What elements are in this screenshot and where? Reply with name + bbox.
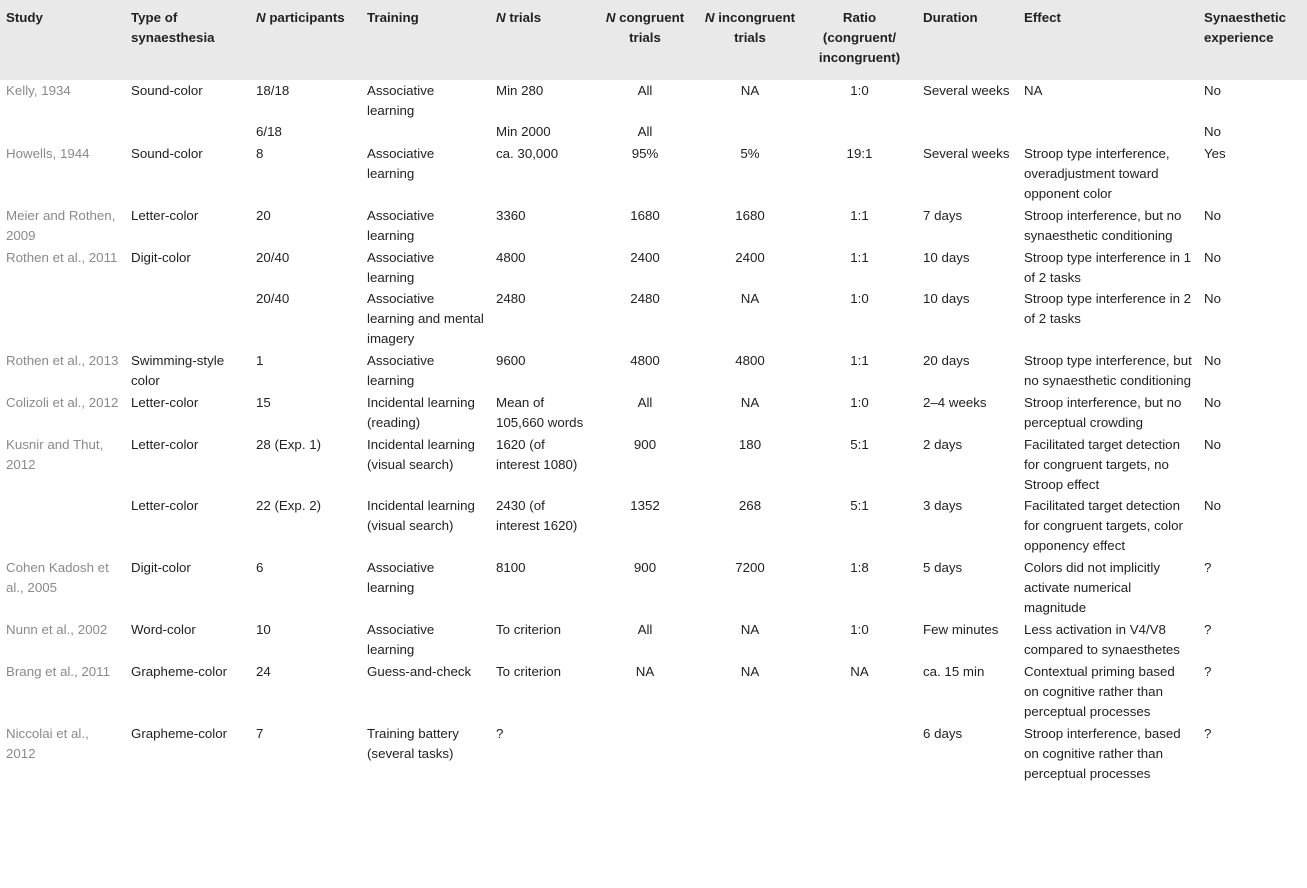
cell-trials: Mean of 105,660 words [496, 395, 584, 430]
cell-trials: 3360 [496, 208, 526, 223]
cell-ratio: NA [850, 664, 869, 679]
cell-participants: 24 [256, 664, 271, 679]
cell-training: Associative learning [367, 353, 435, 388]
cell-participants: 28 (Exp. 1) [256, 437, 322, 452]
cell-incongruent [698, 723, 802, 784]
cell-type: Grapheme-color [131, 664, 228, 679]
header-n-letter: N [256, 10, 266, 25]
header-study: Study [6, 10, 43, 25]
cell-incongruent: NA [740, 83, 760, 98]
table-body [0, 80, 1307, 784]
cell-training: Incidental learning (reading) [367, 395, 475, 430]
header-n-participants [250, 0, 361, 80]
table-header [0, 0, 1307, 80]
cell-ratio: 5:1 [850, 498, 869, 513]
cell-duration [917, 122, 1018, 143]
header-participants-label: participants [269, 10, 345, 25]
cell-trials: 4800 [496, 250, 526, 265]
cell-participants: 15 [256, 395, 271, 410]
table-row [0, 723, 1307, 784]
cell-participants: 6/18 [256, 124, 282, 139]
cell-ratio: 1:1 [850, 208, 869, 223]
table-row [0, 247, 1307, 289]
table-row [0, 496, 1307, 557]
cell-incongruent: 1680 [735, 208, 765, 223]
cell-experience: No [1204, 208, 1221, 223]
cell-duration: 6 days [923, 726, 963, 741]
cell-ratio: 1:0 [850, 622, 869, 637]
cell-ratio: 1:1 [850, 353, 869, 368]
cell-study: Meier and Rothen, 2009 [6, 208, 116, 243]
cell-training: Associative learning [367, 560, 435, 595]
cell-duration: 3 days [923, 498, 963, 513]
cell-incongruent: NA [740, 291, 760, 306]
cell-incongruent: NA [740, 395, 760, 410]
cell-type: Letter-color [131, 208, 199, 223]
cell-training [361, 122, 490, 143]
header-n-congruent [592, 0, 698, 80]
cell-participants: 8 [256, 146, 264, 161]
cell-incongruent: 4800 [735, 353, 765, 368]
cell-effect: Stroop interference, but no synaesthetic conditioning [1024, 208, 1182, 243]
cell-duration: Few minutes [923, 622, 999, 637]
cell-incongruent: 180 [738, 437, 762, 452]
cell-duration: 10 days [923, 291, 970, 306]
cell-experience: No [1204, 250, 1221, 265]
cell-duration: 2 days [923, 437, 963, 452]
cell-experience: ? [1204, 622, 1212, 637]
cell-type: Digit-color [131, 250, 191, 265]
cell-effect: Contextual priming based on cognitive rather than perceptual processes [1024, 664, 1175, 719]
cell-congruent: All [637, 124, 653, 139]
header-n-incongruent [698, 0, 802, 80]
cell-trials: 9600 [496, 353, 526, 368]
cell-duration: Several weeks [923, 83, 1010, 98]
cell-type: Word-color [131, 622, 196, 637]
cell-study: Cohen Kadosh et al., 2005 [6, 560, 109, 595]
cell-congruent: 2400 [630, 250, 660, 265]
table-row [0, 619, 1307, 661]
cell-type: Sound-color [131, 83, 203, 98]
cell-type: Swimming-style color [131, 353, 225, 388]
cell-ratio: 1:8 [850, 560, 869, 575]
cell-type: Grapheme-color [131, 726, 228, 741]
table-row [0, 350, 1307, 392]
cell-participants: 18/18 [256, 83, 290, 98]
cell-participants: 6 [256, 560, 264, 575]
cell-congruent: All [637, 83, 653, 98]
cell-effect [1018, 122, 1198, 143]
cell-study: Rothen et al., 2011 [6, 250, 118, 265]
cell-participants: 20/40 [256, 250, 290, 265]
cell-congruent: 900 [633, 437, 657, 452]
cell-experience: Yes [1204, 146, 1226, 161]
cell-study: Kusnir and Thut, 2012 [6, 437, 104, 472]
cell-experience: No [1204, 353, 1221, 368]
cell-training: Associative learning [367, 146, 435, 181]
cell-experience: No [1204, 498, 1221, 513]
table-row [0, 434, 1307, 496]
cell-trials: Min 2000 [496, 124, 551, 139]
cell-experience: No [1204, 83, 1221, 98]
cell-study: Niccolai et al., 2012 [6, 726, 89, 761]
cell-study: Brang et al., 2011 [6, 664, 110, 679]
cell-effect: Stroop interference, based on cognitive rather than perceptual processes [1024, 726, 1181, 781]
cell-experience: ? [1204, 560, 1212, 575]
cell-training: Incidental learning (visual search) [367, 437, 475, 472]
cell-duration: 20 days [923, 353, 970, 368]
cell-experience: No [1204, 437, 1221, 452]
header-congruent-label: congruent trials [619, 10, 685, 45]
cell-duration: Several weeks [923, 146, 1010, 161]
cell-incongruent: 7200 [735, 560, 765, 575]
cell-duration: 5 days [923, 560, 963, 575]
cell-experience: ? [1204, 664, 1212, 679]
cell-ratio: 19:1 [846, 146, 873, 161]
cell-effect: Stroop type interference, overadjustment toward opponent color [1024, 146, 1170, 201]
header-n-letter: N [704, 10, 715, 25]
cell-experience: No [1204, 291, 1221, 306]
cell-congruent: All [637, 622, 653, 637]
cell-study: Nunn et al., 2002 [6, 622, 108, 637]
cell-training: Associative learning and mental imagery [367, 291, 484, 346]
cell-trials: Min 280 [496, 83, 544, 98]
cell-study [0, 496, 125, 557]
header-experience: Synaesthetic experience [1204, 10, 1287, 45]
cell-participants: 20/40 [256, 291, 290, 306]
table-row [0, 205, 1307, 247]
cell-congruent: NA [635, 664, 655, 679]
table-row [0, 557, 1307, 619]
table-row [0, 289, 1307, 350]
cell-effect: Stroop interference, but no perceptual crowding [1024, 395, 1182, 430]
table-row [0, 143, 1307, 205]
cell-trials: ca. 30,000 [496, 146, 559, 161]
cell-type [125, 122, 250, 143]
cell-congruent: 95% [631, 146, 659, 161]
header-row [0, 0, 1307, 80]
cell-incongruent: 268 [738, 498, 762, 513]
cell-training: Associative learning [367, 83, 435, 118]
cell-effect: Facilitated target detection for congruent targets, no Stroop effect [1024, 437, 1180, 492]
cell-trials: ? [496, 726, 504, 741]
cell-effect: Stroop type interference, but no synaesthetic conditioning [1024, 353, 1192, 388]
cell-effect: Stroop type interference in 2 of 2 tasks [1024, 291, 1192, 326]
header-training: Training [367, 10, 419, 25]
cell-duration: ca. 15 min [923, 664, 985, 679]
cell-ratio: 1:0 [850, 83, 869, 98]
cell-trials: 8100 [496, 560, 526, 575]
cell-trials: 1620 (of interest 1080) [496, 437, 578, 472]
header-type: Type of synaesthesia [131, 10, 215, 45]
header-duration: Duration [923, 10, 978, 25]
cell-effect: Colors did not implicitly activate numerical magnitude [1024, 560, 1160, 615]
cell-type: Letter-color [131, 437, 199, 452]
cell-effect: Facilitated target detection for congruent targets, color opponency effect [1024, 498, 1183, 553]
cell-study: Colizoli et al., 2012 [6, 395, 119, 410]
cell-trials: 2430 (of interest 1620) [496, 498, 578, 533]
cell-study: Rothen et al., 2013 [6, 353, 119, 368]
cell-duration: 2–4 weeks [923, 395, 987, 410]
cell-training: Associative learning [367, 622, 435, 657]
cell-trials: To criterion [496, 664, 562, 679]
table-row [0, 392, 1307, 434]
cell-incongruent: NA [740, 664, 760, 679]
cell-ratio [802, 122, 917, 143]
cell-congruent: All [637, 395, 653, 410]
cell-ratio: 1:0 [850, 291, 869, 306]
cell-participants: 7 [256, 726, 264, 741]
cell-congruent: 4800 [630, 353, 660, 368]
header-trials-label: trials [509, 10, 542, 25]
cell-participants: 20 [256, 208, 271, 223]
cell-training: Associative learning [367, 208, 435, 243]
cell-training: Guess-and-check [367, 664, 472, 679]
cell-incongruent: 2400 [735, 250, 765, 265]
cell-ratio [802, 723, 917, 784]
cell-ratio: 1:1 [850, 250, 869, 265]
cell-experience: No [1204, 124, 1221, 139]
cell-incongruent: 5% [740, 146, 760, 161]
cell-training: Incidental learning (visual search) [367, 498, 475, 533]
cell-incongruent [698, 122, 802, 143]
header-n-letter: N [496, 10, 506, 25]
cell-type: Digit-color [131, 560, 191, 575]
cell-duration: 10 days [923, 250, 970, 265]
cell-trials: 2480 [496, 291, 526, 306]
cell-effect: Stroop type interference in 1 of 2 tasks [1024, 250, 1192, 285]
cell-type [125, 289, 250, 350]
cell-type: Letter-color [131, 498, 199, 513]
cell-study [0, 289, 125, 350]
cell-incongruent: NA [740, 622, 760, 637]
header-incongruent-label: incongruent trials [718, 10, 796, 45]
table-row [0, 661, 1307, 723]
cell-congruent: 1352 [630, 498, 660, 513]
cell-experience: ? [1204, 726, 1212, 741]
cell-training: Associative learning [367, 250, 435, 285]
cell-effect: NA [1024, 83, 1043, 98]
cell-participants: 22 (Exp. 2) [256, 498, 322, 513]
cell-study: Howells, 1944 [6, 146, 90, 161]
header-n-trials [490, 0, 592, 80]
cell-congruent: 900 [633, 560, 657, 575]
table-row [0, 122, 1307, 143]
table-row [0, 80, 1307, 122]
cell-trials: To criterion [496, 622, 562, 637]
cell-experience: No [1204, 395, 1221, 410]
cell-congruent: 2480 [630, 291, 660, 306]
cell-congruent [592, 723, 698, 784]
cell-type: Sound-color [131, 146, 203, 161]
header-ratio: Ratio (congruent/ incongruent) [818, 10, 901, 65]
cell-ratio: 5:1 [850, 437, 869, 452]
cell-effect: Less activation in V4/V8 compared to synaesthetes [1024, 622, 1180, 657]
header-n-letter: N [605, 10, 616, 25]
cell-participants: 1 [256, 353, 264, 368]
cell-type: Letter-color [131, 395, 199, 410]
header-effect: Effect [1024, 10, 1061, 25]
cell-participants: 10 [256, 622, 271, 637]
cell-duration: 7 days [923, 208, 963, 223]
cell-training: Training battery (several tasks) [367, 726, 459, 761]
cell-study [0, 122, 125, 143]
cell-ratio: 1:0 [850, 395, 869, 410]
cell-study: Kelly, 1934 [6, 83, 71, 98]
cell-congruent: 1680 [630, 208, 660, 223]
